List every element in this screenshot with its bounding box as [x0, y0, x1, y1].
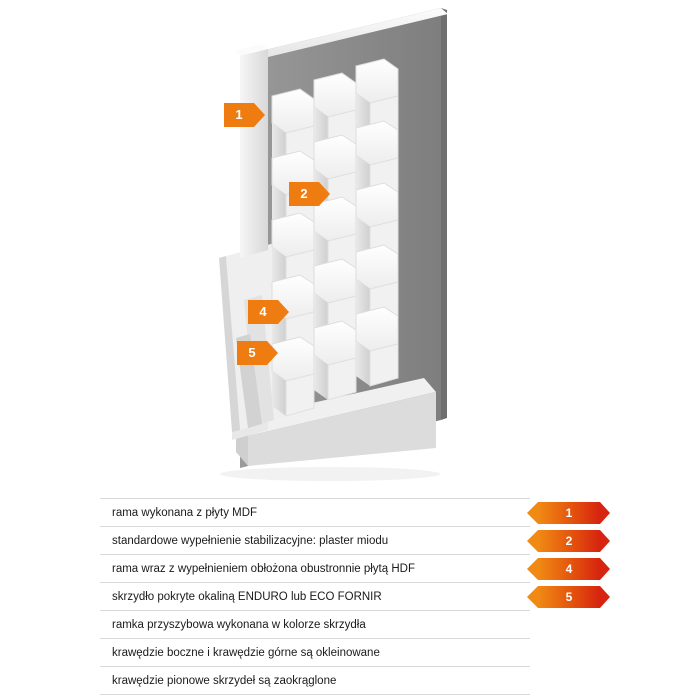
- legend-number-cell: [530, 527, 600, 555]
- floor-shadow: [220, 467, 440, 481]
- table-row: [100, 583, 600, 611]
- callout-badge-1: 1: [224, 103, 254, 127]
- legend-number-badge: 1: [538, 502, 600, 524]
- legend-number-cell: [530, 555, 600, 583]
- legend-label: standardowe wypełnienie stabilizacyjne: plaster miodu: [100, 527, 530, 555]
- legend-number-cell: [530, 611, 600, 639]
- table-row: [100, 611, 600, 639]
- legend-table: [100, 498, 600, 695]
- callout-badge-5: 5: [237, 341, 267, 365]
- frame-upper-left-stile: [234, 44, 268, 258]
- table-row: [100, 639, 600, 667]
- table-row: [100, 499, 600, 527]
- legend-label: rama wykonana z płyty MDF: [100, 499, 530, 527]
- legend-number-cell: [530, 499, 600, 527]
- callout-badge-2: 2: [289, 182, 319, 206]
- callout-badge-4: 4: [248, 300, 278, 324]
- legend-label: skrzydło pokryte okaliną ENDURO lub ECO FORNIR: [100, 583, 530, 611]
- legend-number-badge: 4: [538, 558, 600, 580]
- legend-number-cell: [530, 667, 600, 695]
- legend-label: krawędzie boczne i krawędzie górne są okleinowane: [100, 639, 530, 667]
- legend-label: ramka przyszybowa wykonana w kolorze skrzydła: [100, 611, 530, 639]
- table-row: [100, 555, 600, 583]
- legend-number-badge: 2: [538, 530, 600, 552]
- honeycomb-core: [272, 59, 398, 416]
- table-row: [100, 527, 600, 555]
- legend-number-cell: [530, 583, 600, 611]
- legend-number-badge: 5: [538, 586, 600, 608]
- legend-label: krawędzie pionowe skrzydeł są zaokrąglone: [100, 667, 530, 695]
- table-row: [100, 667, 600, 695]
- legend-label: rama wraz z wypełnieniem obłożona obustronnie płytą HDF: [100, 555, 530, 583]
- legend-number-cell: [530, 639, 600, 667]
